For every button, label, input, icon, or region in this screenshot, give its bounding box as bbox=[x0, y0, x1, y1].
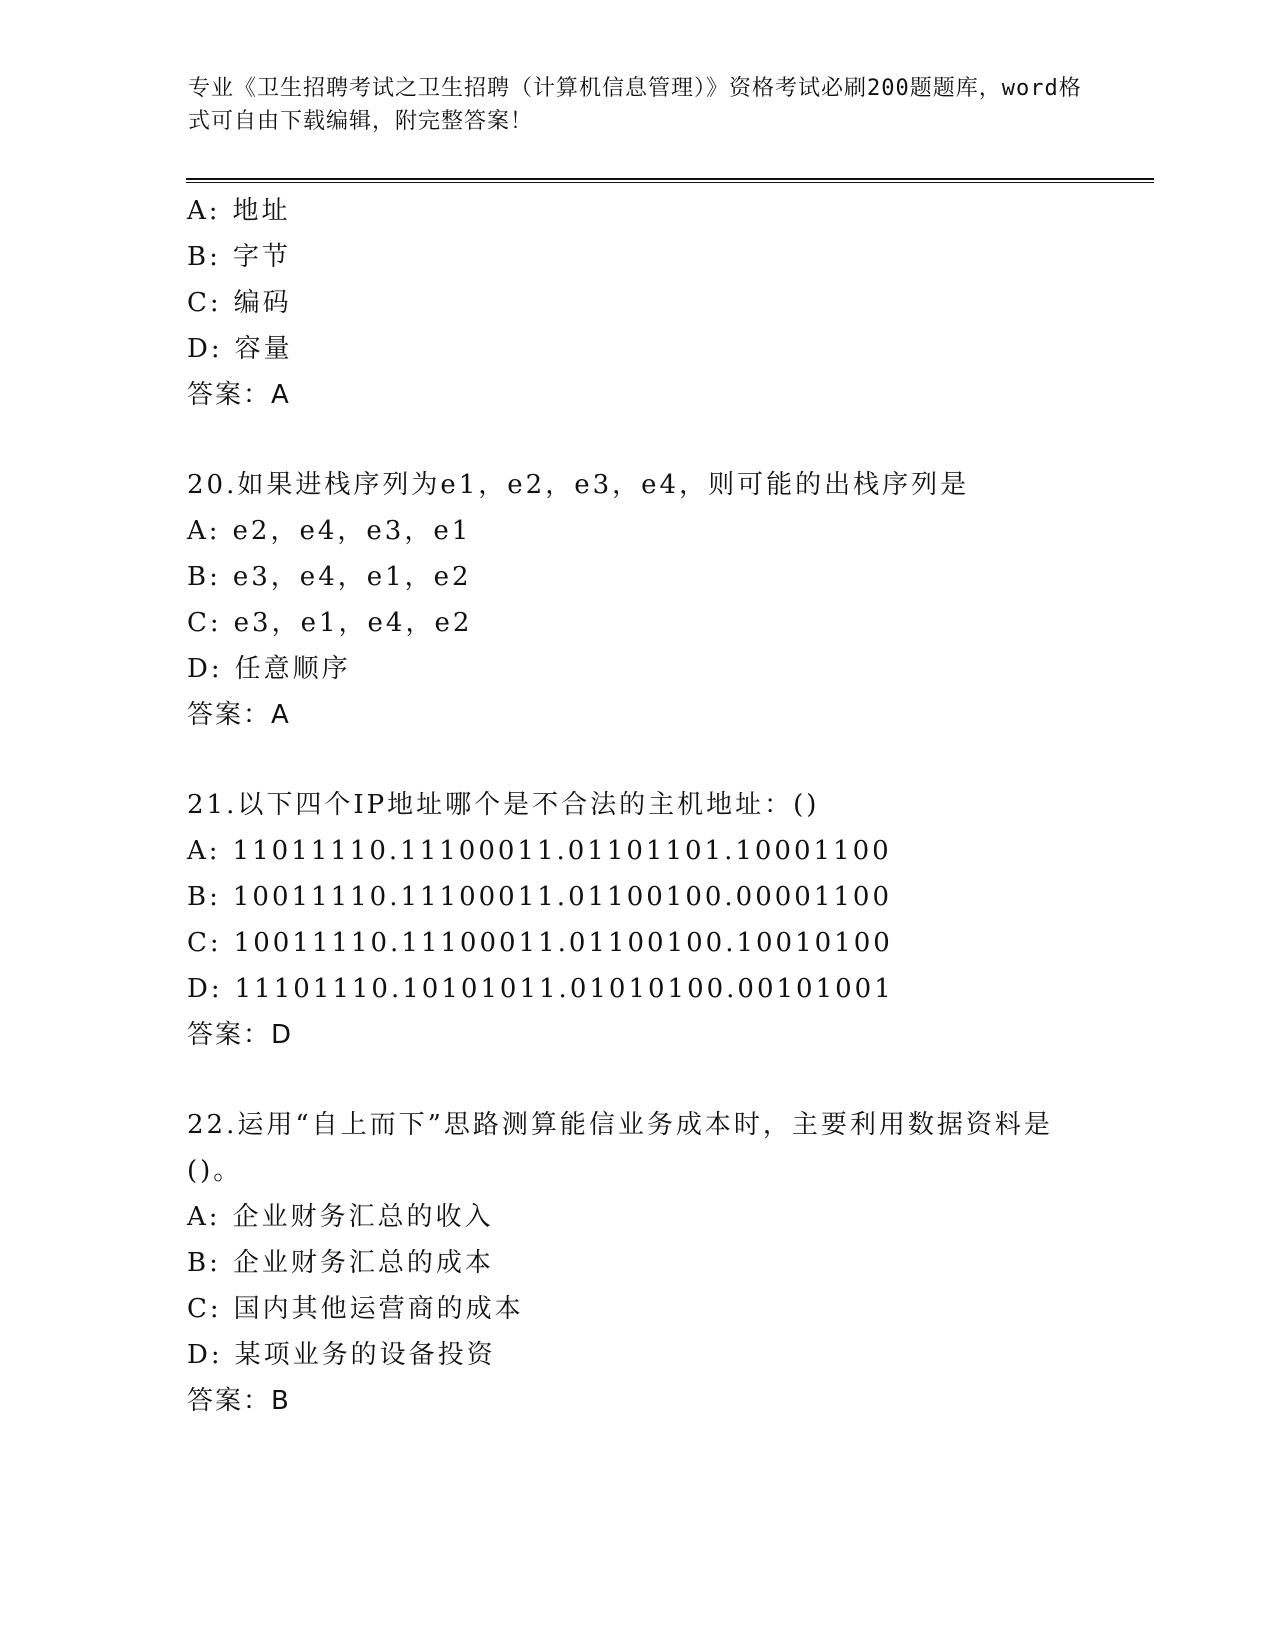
option-b: B: e3，e4，e1，e2 bbox=[187, 562, 472, 592]
option-a: A: 企业财务汇总的收入 bbox=[187, 1202, 494, 1232]
page-header: 专业《卫生招聘考试之卫生招聘（计算机信息管理）》资格考试必刷200题题库，word格式可自由下载编辑，附完整答案！ bbox=[188, 76, 1082, 134]
option-a: A: 地址 bbox=[187, 196, 291, 226]
option-c: C: 国内其他运营商的成本 bbox=[187, 1294, 524, 1324]
option-a: A: e2，e4，e3，e1 bbox=[187, 516, 472, 546]
option-d: D: 某项业务的设备投资 bbox=[187, 1340, 496, 1370]
answer-line: 答案：A bbox=[187, 700, 291, 730]
option-b: B: 字节 bbox=[187, 242, 291, 272]
question-20 bbox=[187, 462, 1087, 738]
answer-line: 答案：B bbox=[187, 1386, 291, 1416]
question-19-continued bbox=[187, 188, 1087, 418]
option-b: B: 企业财务汇总的成本 bbox=[187, 1248, 494, 1278]
option-c: C: 10011110.11100011.01100100.10010100 bbox=[187, 928, 893, 958]
header-divider bbox=[186, 178, 1154, 183]
question-list bbox=[187, 188, 1087, 1424]
question-stem: 20.如果进栈序列为e1，e2，e3，e4，则可能的出栈序列是 bbox=[187, 470, 970, 500]
option-b: B: 10011110.11100011.01100100.00001100 bbox=[187, 882, 893, 912]
option-d: D: 11101110.10101011.01010100.00101001 bbox=[187, 974, 894, 1004]
question-22 bbox=[187, 1102, 1087, 1424]
question-21 bbox=[187, 782, 1087, 1058]
option-c: C: e3，e1，e4，e2 bbox=[187, 608, 473, 638]
option-d: D: 容量 bbox=[187, 334, 293, 364]
option-c: C: 编码 bbox=[187, 288, 292, 318]
option-d: D: 任意顺序 bbox=[187, 654, 351, 684]
option-a: A: 11011110.11100011.01101101.10001100 bbox=[187, 836, 892, 866]
question-stem: 22.运用“自上而下”思路测算能信业务成本时，主要利用数据资料是()。 bbox=[187, 1110, 1053, 1186]
answer-line: 答案：A bbox=[187, 380, 291, 410]
question-stem: 21.以下四个IP地址哪个是不合法的主机地址：() bbox=[187, 790, 820, 820]
answer-line: 答案：D bbox=[187, 1020, 294, 1050]
